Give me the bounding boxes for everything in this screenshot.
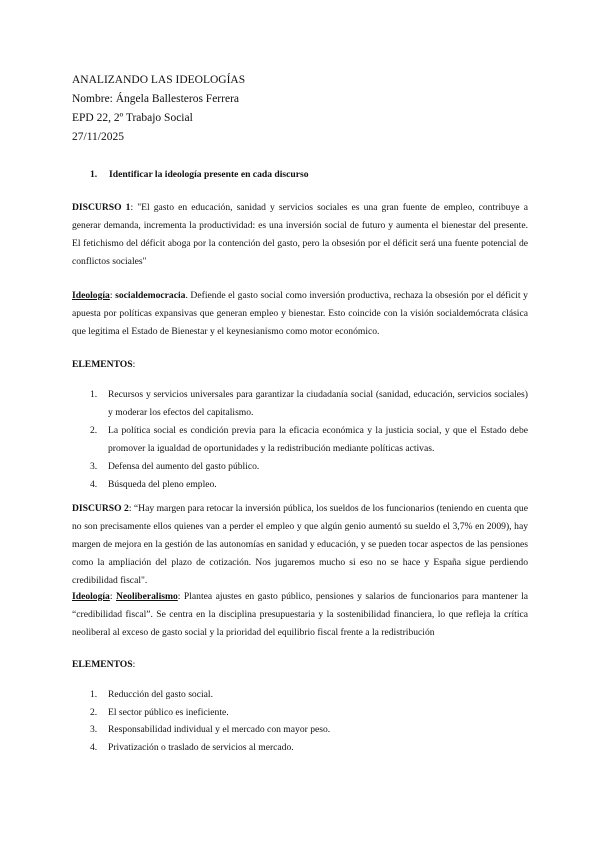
discurso-2-paragraph (72, 500, 528, 590)
ideologia-2-text: : Plantea ajustes en gasto público, pensiones y salarios de funcionarios para mantener la “credibilidad fiscal”. Se centra en la disciplina presupuestaria y la sostenibilidad financiera, lo que refleja la crítica neoliberal al exceso de gasto social y la prioridad del equilibrio fiscal frente a la redistribución (72, 591, 528, 638)
list-item (72, 704, 528, 722)
list-item (72, 721, 528, 739)
document-date: 27/11/2025 (72, 131, 124, 143)
list-item-number: 4. (90, 479, 98, 490)
list-item-text: Recursos y servicios universales para garantizar la ciudadanía social (sanidad, educación, servicios sociales) y moderar los efectos del capitalismo. (108, 389, 528, 418)
discurso-1-text: : "El gasto en educación, sanidad y servicios sociales es una gran fuente de empleo, contribuye a generar demanda, incrementa la productividad: es una inversión social de futuro y aumenta el bienestar del presente. El fetichismo del déficit aboga por la contención del gasto, pero la obsesión por el déficit será una fuente potencial de conflictos sociales" (72, 202, 528, 267)
section-title: Identificar la ideología presente en cada discurso (109, 169, 309, 180)
list-item-number: 2. (90, 425, 98, 436)
course-info: EPD 22, 2º Trabajo Social (72, 112, 193, 124)
list-item (72, 476, 528, 494)
discurso-1-paragraph (72, 199, 528, 271)
elementos-2-heading (72, 658, 135, 672)
ideologia-2-sep: : (109, 591, 116, 602)
list-item-number: 4. (90, 741, 98, 753)
ideologia-1-label: Ideología (72, 290, 110, 301)
ideologia-1-paragraph (72, 287, 528, 341)
list-item-number: 3. (90, 461, 98, 472)
elementos-2-list (72, 686, 528, 756)
section-heading (90, 168, 309, 182)
section-number: 1. (90, 169, 98, 180)
discurso-2-label: DISCURSO 2 (72, 503, 129, 514)
elementos-2-colon: : (132, 659, 136, 670)
list-item (72, 386, 528, 422)
ideologia-2-label: Ideología (72, 591, 110, 602)
document-title: ANALIZANDO LAS IDEOLOGÍAS (72, 74, 246, 86)
list-item-number: 1. (90, 689, 98, 700)
author-name: Nombre: Ángela Ballesteros Ferrera (72, 93, 240, 105)
elementos-2-label: ELEMENTOS (72, 659, 133, 670)
ideologia-1-name: socialdemocracia (115, 290, 186, 301)
list-item-number: 2. (90, 706, 98, 718)
ideologia-1-text: . Defiende el gasto social como inversión productiva, rechaza la obsesión por el déficit y apuesta por políticas expansivas que generan empleo y bienestar. Esto coincide con la visión socialdemócrata clásica que legitima el Estado de Bienestar y el keynesianismo como motor económico. (72, 290, 528, 337)
list-item-text: Reducción del gasto social. (108, 689, 213, 700)
list-item-text: La política social es condición previa para la eficacia económica y la justicia social, y que el Estado debe promover la igualdad de oportunidades y la redistribución mediante políticas activas. (108, 425, 528, 454)
list-item (72, 422, 528, 458)
list-item (72, 739, 528, 757)
list-item-text: Búsqueda del pleno empleo. (108, 479, 217, 490)
list-item-text: El sector público es ineficiente. (108, 706, 229, 718)
list-item-text: Privatización o traslado de servicios al mercado. (108, 741, 294, 753)
elementos-1-list (72, 386, 528, 494)
elementos-1-heading (72, 358, 135, 372)
list-item (72, 686, 528, 704)
list-item-number: 3. (90, 724, 98, 735)
discurso-2-text: : “Hay margen para retocar la inversión pública, los sueldos de los funcionarios (teniendo en cuenta que no son precisamente ellos quienes van a perder el empleo y que algún genio aumentó su sueldo el 3,7% en 2009), hay margen de mejora en la gestión de las autonomías en sanidad y educación, y se pueden tocar aspectos de las pensiones como la ampliación del plazo de cotización. Nos jugaremos mucho si eso no se hace y España sigue perdiendo credibilidad fiscal". (72, 503, 528, 586)
elementos-1-label: ELEMENTOS (72, 359, 133, 370)
ideologia-2-name: Neoliberalismo (115, 591, 178, 602)
list-item-text: Defensa del aumento del gasto público. (108, 461, 260, 472)
list-item-number: 1. (90, 389, 98, 400)
elementos-1-colon: : (132, 359, 136, 370)
list-item (72, 458, 528, 476)
discurso-1-label: DISCURSO 1 (72, 202, 131, 213)
ideologia-2-paragraph (72, 588, 528, 642)
list-item-text: Responsabilidad individual y el mercado con mayor peso. (108, 724, 331, 735)
ideologia-1-sep: : (109, 290, 116, 301)
